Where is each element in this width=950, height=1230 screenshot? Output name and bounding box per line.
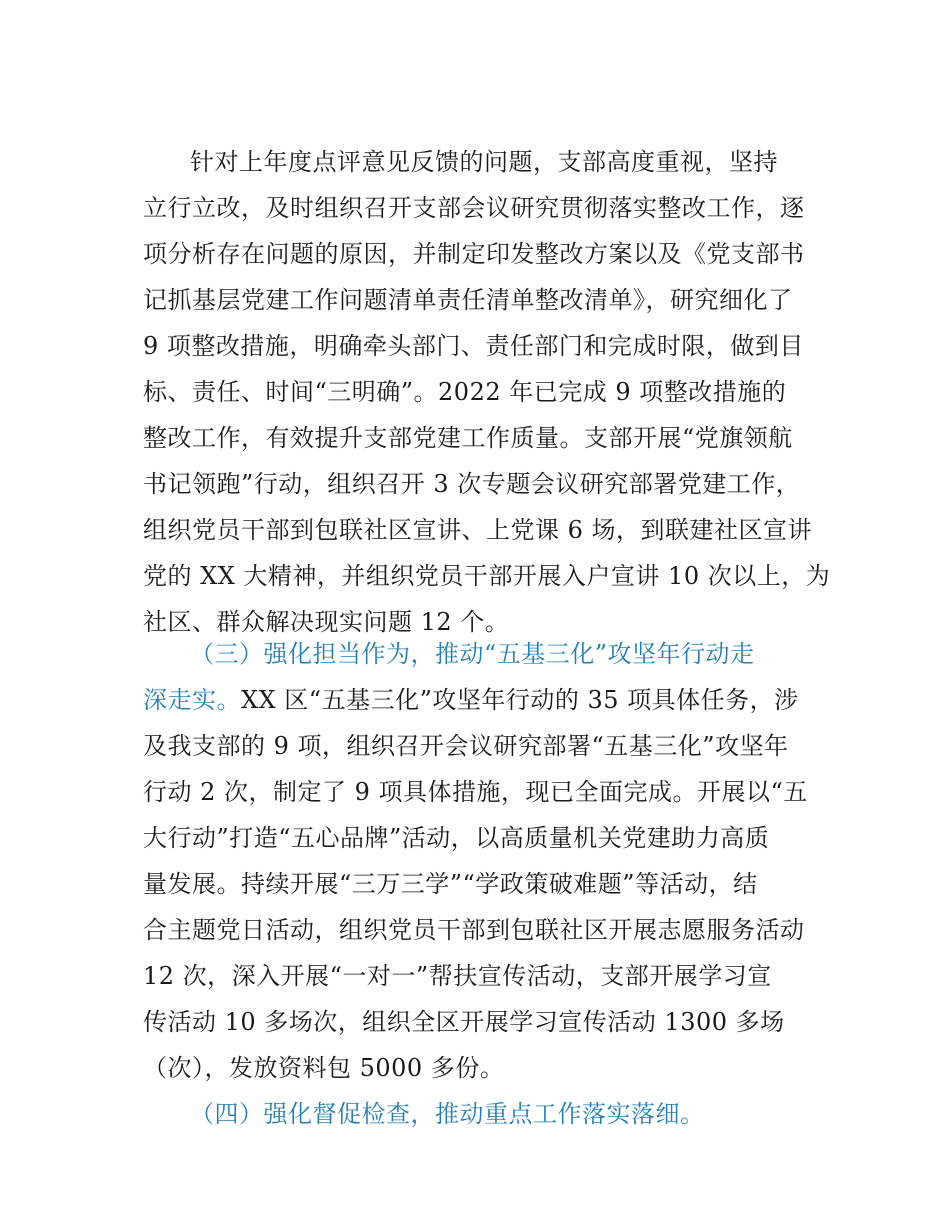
paragraph-line: 项分析存在问题的原因，并制定印发整改方案以及《党支部书 bbox=[143, 240, 805, 268]
paragraph-text: XX 区“五基三化”攻坚年行动的 35 项具体任务，涉 bbox=[241, 686, 799, 714]
paragraph-line: 量发展。持续开展“三万三学”“学政策破难题”等活动，结 bbox=[143, 870, 758, 898]
paragraph-line: 针对上年度点评意见反馈的问题，支部高度重视，坚持 bbox=[190, 148, 778, 176]
paragraph-line: 行动 2 次，制定了 9 项具体措施，现已全面完成。开展以“五 bbox=[143, 778, 808, 806]
paragraph-line: 组织党员干部到包联社区宣讲、上党课 6 场，到联建社区宣讲 bbox=[143, 516, 813, 544]
paragraph-line: 传活动 10 多场次，组织全区开展学习宣传活动 1300 多场 bbox=[143, 1008, 785, 1036]
paragraph-line: 大行动”打造“五心品牌”活动，以高质量机关党建助力高质 bbox=[143, 824, 770, 852]
paragraph-line: 合主题党日活动，组织党员干部到包联社区开展志愿服务活动 bbox=[143, 916, 805, 944]
paragraph-line: 社区、群众解决现实问题 12 个。 bbox=[143, 608, 510, 636]
paragraph-line: 立行立改，及时组织召开支部会议研究贯彻落实整改工作，逐 bbox=[143, 194, 805, 222]
paragraph-line: 整改工作，有效提升支部党建工作质量。支部开展“党旗领航 bbox=[143, 424, 793, 452]
paragraph-line: 党的 XX 大精神，并组织党员干部开展入户宣讲 10 次以上，为 bbox=[143, 562, 831, 590]
paragraph-line: 12 次，深入开展“一对一”帮扶宣传活动，支部开展学习宣 bbox=[143, 962, 772, 990]
paragraph-line bbox=[143, 685, 799, 715]
paragraph-line: 及我支部的 9 项，组织召开会议研究部署“五基三化”攻坚年 bbox=[143, 732, 789, 760]
section-heading: （四）强化督促检查，推动重点工作落实落细。 bbox=[190, 1100, 705, 1128]
section-heading-continuation: 深走实。 bbox=[143, 686, 241, 714]
paragraph-line: 书记领跑”行动，组织召开 3 次专题会议研究部署党建工作， bbox=[143, 470, 801, 498]
section-heading: （三）强化担当作为，推动“五基三化”攻坚年行动走 bbox=[190, 640, 755, 668]
paragraph-line: （次），发放资料包 5000 多份。 bbox=[143, 1054, 505, 1082]
paragraph-line: 标、责任、时间“三明确”。2022 年已完成 9 项整改措施的 bbox=[143, 378, 787, 406]
paragraph-line: 9 项整改措施，明确牵头部门、责任部门和完成时限，做到目 bbox=[143, 332, 804, 360]
paragraph-line: 记抓基层党建工作问题清单责任清单整改清单》，研究细化了 bbox=[143, 286, 793, 314]
